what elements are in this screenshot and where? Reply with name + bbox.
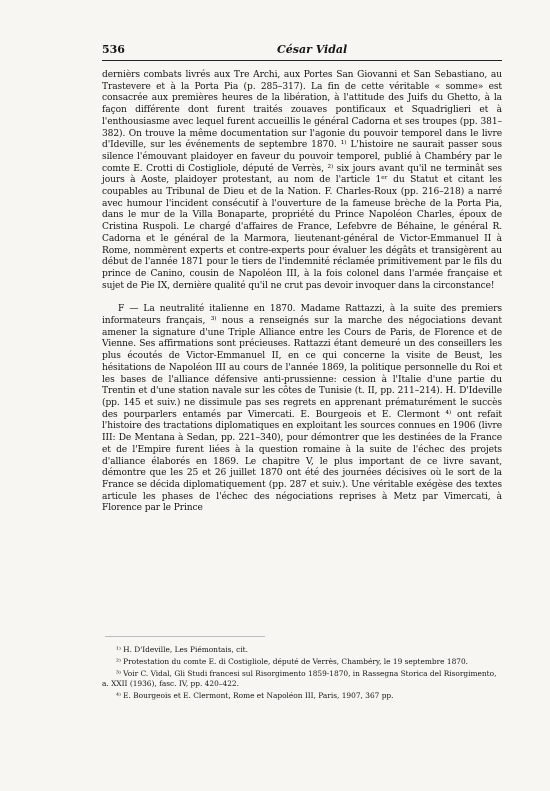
page-number: 536 xyxy=(102,43,125,56)
header-rule xyxy=(102,60,502,61)
footnote: ⁴⁾ E. Bourgeois et E. Clermont, Rome et Napoléon III, Paris, 1907, 367 pp. xyxy=(116,690,394,700)
running-title: César Vidal xyxy=(277,43,348,56)
paragraph: dernièrs combats livrés aux Tre Archi, aux Portes San Giovanni et San Sebastiano, au Trastevere et à la Porta Pia (p. 285–317). La fin de cette véritable « somme» est consacrée aux premières heures de la libération, à l'attitude des Juifs du Ghetto, à la façon différente dont furent traités zouaves pontificaux et Squadriglieri et à l'enthousiasme avec lequel furent accueillis le général Cadorna et ses troupes (pp. 381–382). On trouve la même documentation sur l'agonie du pouvoir temporel dans le livre d'Ideville, sur les événements de septembre 1870. ¹⁾ L'histoire ne saurait passer sous silence l'émouvant plaidoyer en faveur du pouvoir temporel, publié à Chambéry par le comte E. Crotti di Costigliole, député de Verrès, ²⁾ six jours avant qu'il ne terminât ses jours à Aoste, plaidoyer protestant, au nom de l'article 1ᵉʳ du Statut et citant les coupables au Tribunal de Dieu et de la Nation. F. Charles-Roux (pp. 216–218) a narré avec humour l'incident consécutif à l'ouverture de la fameuse brèche de la Porta Pia, dans le mur de la Villa Bonaparte, propriété du Prince Napoléon Charles, époux de Cristina Ruspoli. Le chargé d'affaires de France, Lefebvre de Béhaine, le général R. Cadorna et le général de la Marmora, lieutenant-général de Victor-Emmanuel II à Rome, nommèrent experts et contre-experts pour évaluer les dégâts et transigèrent au début de l'année 1871 pour le tiers de l'indemnité réclamée primitivement par le fils du prince de Canino, cousin de Napoléon III, à la fois colonel dans l'armée française et sujet de Pie IX, dernière qualité qu'il ne crut pas devoir invoquer dans la circonstance! xyxy=(102,70,502,291)
footnotes xyxy=(102,645,502,703)
footnote-separator xyxy=(105,636,265,637)
paragraph: F — La neutralité italienne en 1870. Madame Rattazzi, à la suite des premiers informateurs français, ³⁾ nous a renseignés sur la marche des négociations devant amener la signature d'une Triple Alliance entre les Cours de Paris, de Florence et de Vienne. Ses affirmations sont précieuses. Rattazzi étant demeuré un des conseillers les plus écoutés de Victor-Emmanuel II, en ce qui concerne la visite de Beust, les hésitations de Napoléon III au cours de l'année 1869, la politique personnelle du Roi et les bases de l'alliance défensive anti-prussienne: cession à l'Italie d'une partie du Trentin et d'une station navale sur les côtes de Tunisie (t. II, pp. 211–214). H. D'Ideville (pp. 145 et suiv.) ne dissimule pas ses regrets en apprenant prématurément le succès des pourparlers entamés par Vimercati. E. Bourgeois et E. Clermont ⁴⁾ ont refait l'histoire des tractations diplomatiques en exploitant les sources connues en 1906 (livre III: De Mentana à Sedan, pp. 221–340), pour démontrer que les destinées de la France et de l'Empire furent liées à la question romaine à la suite de l'échec des projets d'alliance élaborés en 1869. Le chapitre V, le plus important de ce livre savant, démontre que les 25 et 26 juillet 1870 ont été des journées décisives où le sort de la France se décida diplomatiquement (pp. 287 et suiv.). Une véritable exégèse des textes articule les phases de l'échec des négociations reprises à Metz par Vimercati, à Florence par le Prince xyxy=(102,304,502,514)
body-text xyxy=(102,70,502,515)
footnote: ²⁾ Protestation du comte E. di Costigliole, député de Verrès, Chambéry, le 19 septembre 1870. xyxy=(116,656,469,666)
footnote: ³⁾ Voir C. Vidal, Gli Studi francesi sul Risorgimento 1859-1870, in Rassegna Storica del Risorgimento, a. XXII (1936), fasc. IV, pp. 420–422. xyxy=(102,668,497,688)
footnote: ¹⁾ H. D'Ideville, Les Piémontais, cit. xyxy=(116,645,248,654)
